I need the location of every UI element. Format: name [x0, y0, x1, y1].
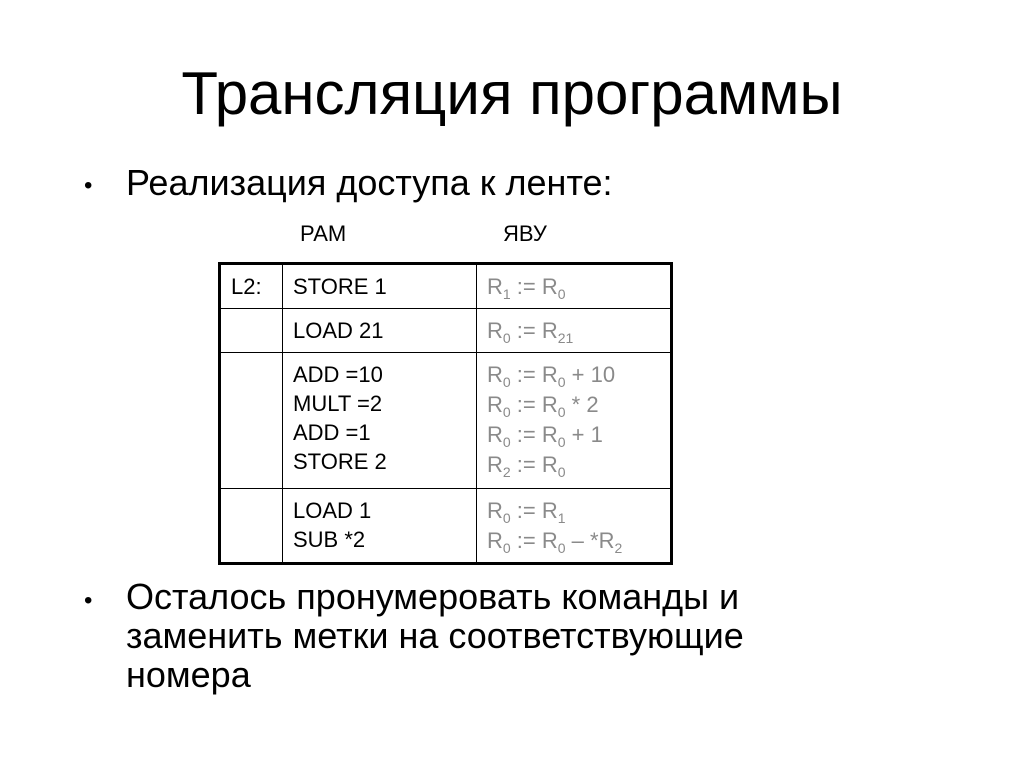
yvu-statement: $R_0$ := $R_0 - *R_2$	[487, 528, 623, 556]
yvu-statement: $R_0$ := $R_0 * 2$	[487, 392, 599, 420]
ram-instruction: STORE 1	[293, 274, 387, 299]
yvu-column-label: ЯВУ	[503, 221, 547, 246]
ram-instruction: SUB *2	[293, 527, 366, 552]
bullet-text: Осталось пронумеровать команды и заменить метки на соответствующие номера	[126, 576, 744, 695]
yvu-statement: $R_0$ := $R_{21}$	[487, 318, 574, 346]
ram-instruction: ADD =10	[293, 362, 383, 387]
label-cell	[220, 489, 283, 564]
ram-instruction: STORE 2	[293, 449, 387, 474]
bullet-text: Реализация доступа к ленте:	[126, 162, 613, 203]
label-cell	[220, 264, 283, 309]
yvu-statement: $R_0$ := $R_0 + 1$	[487, 422, 603, 450]
yvu-statement: $R_2$ := $R_0$	[487, 452, 566, 480]
label-cell	[220, 353, 283, 489]
table-row	[220, 309, 672, 353]
ram-cell	[283, 309, 477, 353]
ram-instruction: ADD =1	[293, 420, 371, 445]
ram-cell	[283, 489, 477, 564]
slide-title: Трансляция программы	[181, 60, 843, 127]
label-text: L2:	[231, 274, 262, 299]
table-row	[220, 264, 672, 309]
ram-cell	[283, 264, 477, 309]
translation-table	[218, 262, 673, 565]
bullet-item	[84, 577, 866, 694]
ram-instruction: MULT =2	[293, 391, 383, 416]
ram-instruction: LOAD 21	[293, 318, 384, 343]
yvu-cell	[477, 353, 672, 489]
yvu-statement: $R_0$ := $R_1$	[487, 498, 566, 526]
ram-instruction: LOAD 1	[293, 498, 372, 523]
bullet-item	[84, 162, 613, 210]
table-row	[220, 489, 672, 564]
yvu-statement: $R_0$ := $R_0 + 10$	[487, 362, 616, 390]
yvu-statement: $R_1$ := $R_0$	[487, 274, 566, 302]
table-row	[220, 353, 672, 489]
bullet-icon: •	[84, 172, 93, 199]
label-cell	[220, 309, 283, 353]
ram-cell	[283, 353, 477, 489]
yvu-cell	[477, 264, 672, 309]
yvu-cell	[477, 489, 672, 564]
yvu-cell	[477, 309, 672, 353]
bullet-icon: •	[84, 587, 93, 614]
ram-column-label: РАМ	[300, 221, 347, 246]
